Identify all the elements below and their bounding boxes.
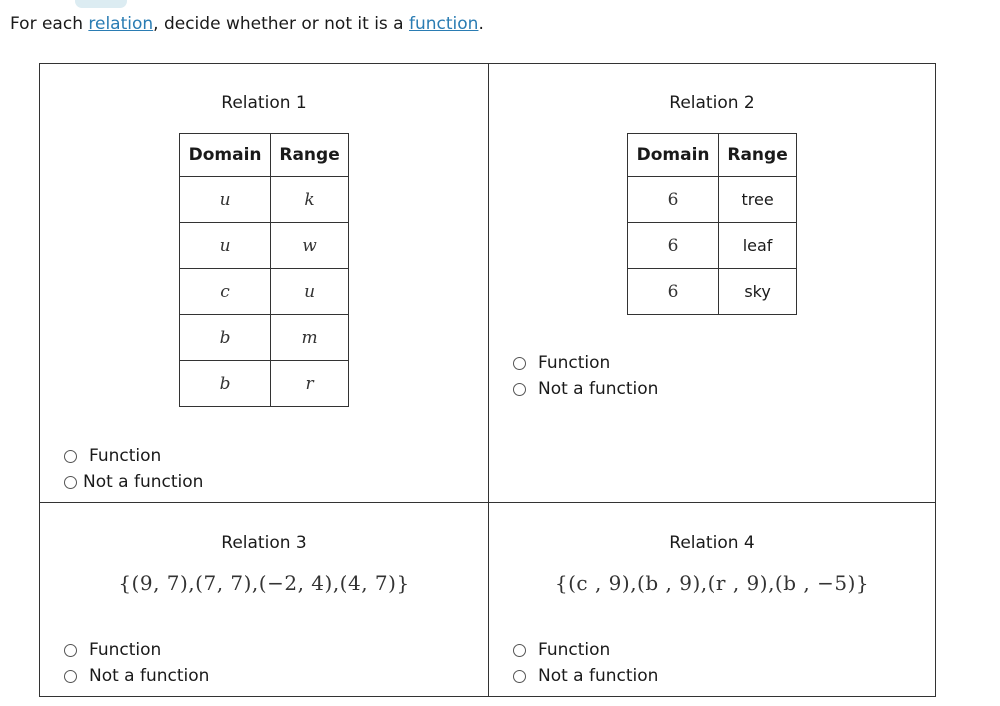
relation-2-choices <box>513 350 658 402</box>
table-row <box>180 269 349 315</box>
option-label: Not a function <box>89 666 210 686</box>
table-row <box>180 223 349 269</box>
relation-2-table <box>627 133 797 315</box>
table-row <box>628 223 797 269</box>
range-cell: u <box>271 269 349 315</box>
table-row <box>628 269 797 315</box>
relation-4-set: {(c , 9),(b , 9),(r , 9),(b , −5)} <box>554 571 870 595</box>
domain-cell: 6 <box>628 269 719 315</box>
relation-4-panel <box>489 503 935 696</box>
domain-header: Domain <box>628 134 719 177</box>
prompt-text-pre: For each <box>10 14 89 34</box>
table-row <box>180 361 349 407</box>
domain-cell: c <box>180 269 271 315</box>
relation-3-panel <box>40 503 489 696</box>
option-label: Not a function <box>538 379 659 399</box>
relation-4-not-function-option[interactable] <box>513 663 658 689</box>
instructions <box>10 12 484 36</box>
range-header: Range <box>719 134 797 177</box>
option-label: Not a function <box>83 472 204 492</box>
relation-3-not-function-option[interactable] <box>64 663 209 689</box>
relation-1-title: Relation 1 <box>221 93 307 113</box>
relation-1-function-option[interactable] <box>64 443 203 469</box>
radio-button[interactable] <box>513 644 526 657</box>
relation-3-choices <box>64 637 209 689</box>
relation-4-choices <box>513 637 658 689</box>
option-label: Function <box>89 446 162 466</box>
relation-2-panel <box>489 64 935 503</box>
relation-2-title: Relation 2 <box>669 93 755 113</box>
range-cell: w <box>271 223 349 269</box>
relation-3-function-option[interactable] <box>64 637 209 663</box>
range-cell: sky <box>719 269 797 315</box>
table-header-row <box>180 134 349 177</box>
radio-button[interactable] <box>64 644 77 657</box>
domain-cell: u <box>180 177 271 223</box>
prompt-text-mid: , decide whether or not it is a <box>153 14 410 34</box>
option-label: Function <box>538 353 611 373</box>
radio-button[interactable] <box>513 357 526 370</box>
radio-button[interactable] <box>513 383 526 396</box>
domain-cell: b <box>180 361 271 407</box>
range-cell: m <box>271 315 349 361</box>
domain-header: Domain <box>180 134 271 177</box>
range-header: Range <box>271 134 349 177</box>
radio-button[interactable] <box>64 670 77 683</box>
domain-cell: u <box>180 223 271 269</box>
relation-1-choices <box>64 443 203 495</box>
option-label: Not a function <box>538 666 659 686</box>
range-cell: leaf <box>719 223 797 269</box>
prompt-text-post: . <box>478 14 484 34</box>
table-header-row <box>628 134 797 177</box>
table-row <box>180 177 349 223</box>
radio-button[interactable] <box>64 476 77 489</box>
function-link[interactable]: function <box>409 14 479 34</box>
relation-3-set: {(9, 7),(7, 7),(−2, 4),(4, 7)} <box>118 571 410 595</box>
relation-1-table <box>179 133 349 407</box>
relation-2-not-function-option[interactable] <box>513 376 658 402</box>
range-cell: r <box>271 361 349 407</box>
relation-4-title: Relation 4 <box>669 533 755 553</box>
domain-cell: 6 <box>628 223 719 269</box>
radio-button[interactable] <box>513 670 526 683</box>
relation-4-function-option[interactable] <box>513 637 658 663</box>
domain-cell: 6 <box>628 177 719 223</box>
option-label: Function <box>538 640 611 660</box>
top-tab-nub <box>75 0 127 8</box>
option-label: Function <box>89 640 162 660</box>
table-row <box>180 315 349 361</box>
relation-3-title: Relation 3 <box>221 533 307 553</box>
relations-grid <box>39 63 936 697</box>
relation-link[interactable]: relation <box>88 14 154 34</box>
relation-1-panel <box>40 64 489 503</box>
table-row <box>628 177 797 223</box>
relation-2-function-option[interactable] <box>513 350 658 376</box>
radio-button[interactable] <box>64 450 77 463</box>
domain-cell: b <box>180 315 271 361</box>
range-cell: k <box>271 177 349 223</box>
relation-1-not-function-option[interactable] <box>64 469 203 495</box>
range-cell: tree <box>719 177 797 223</box>
